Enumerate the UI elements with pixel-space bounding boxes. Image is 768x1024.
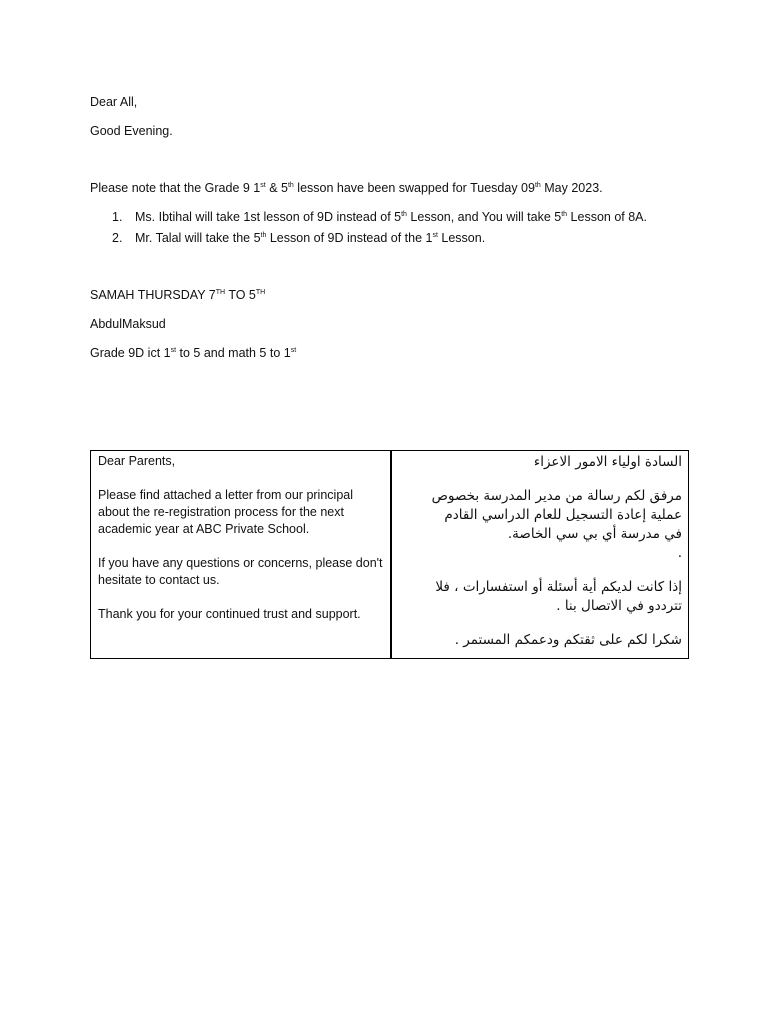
- arabic-greeting: السادة اولياء الامور الاعزاء: [533, 454, 682, 470]
- arabic-line: تترددو في الاتصال بنا .: [556, 598, 682, 614]
- grade-line: Grade 9D ict 1st to 5 and math 5 to 1st: [90, 346, 297, 360]
- english-paragraph-thanks: Thank you for your continued trust and support.: [98, 607, 361, 621]
- list-number: 1.: [112, 210, 123, 224]
- samah-line: SAMAH THURSDAY 7TH TO 5TH: [90, 288, 266, 302]
- arabic-cell: [392, 453, 682, 650]
- bilingual-table: [90, 450, 689, 659]
- english-cell: [98, 453, 383, 640]
- salutation: Good Evening.: [90, 124, 173, 138]
- list-number: 2.: [112, 231, 123, 245]
- greeting: Dear All,: [90, 95, 138, 109]
- list-text: Ms. Ibtihal will take 1st lesson of 9D instead of 5th Lesson, and You will take 5th Lesson of 8A.: [135, 210, 647, 224]
- arabic-line: في مدرسة أي بي سي الخاصة.: [507, 526, 682, 542]
- arabic-line: مرفق لكم رسالة من مدير المدرسة بخصوص: [431, 488, 682, 504]
- list-text: Mr. Talal will take the 5th Lesson of 9D instead of the 1st Lesson.: [135, 231, 486, 245]
- english-paragraph-letter: Please find attached a letter from our principal about the re-registration process for the next academic year at ABC Private School.: [98, 488, 353, 536]
- english-greeting: Dear Parents,: [98, 454, 176, 468]
- swap-note: Please note that the Grade 9 1st & 5th lesson have been swapped for Tuesday 09th May 2023.: [90, 181, 603, 195]
- arabic-line: .: [677, 545, 682, 561]
- arabic-line: عملية إعادة التسجيل للعام الدراسي القادم: [444, 507, 682, 523]
- english-paragraph-contact: If you have any questions or concerns, please don't hesitate to contact us.: [98, 556, 383, 587]
- arabic-line: إذا كانت لديكم أية أسئلة أو استفسارات ، فلا: [435, 579, 682, 595]
- arabic-line: شكرا لكم على ثقتكم ودعمكم المستمر .: [454, 632, 682, 648]
- name-line: AbdulMaksud: [90, 317, 166, 331]
